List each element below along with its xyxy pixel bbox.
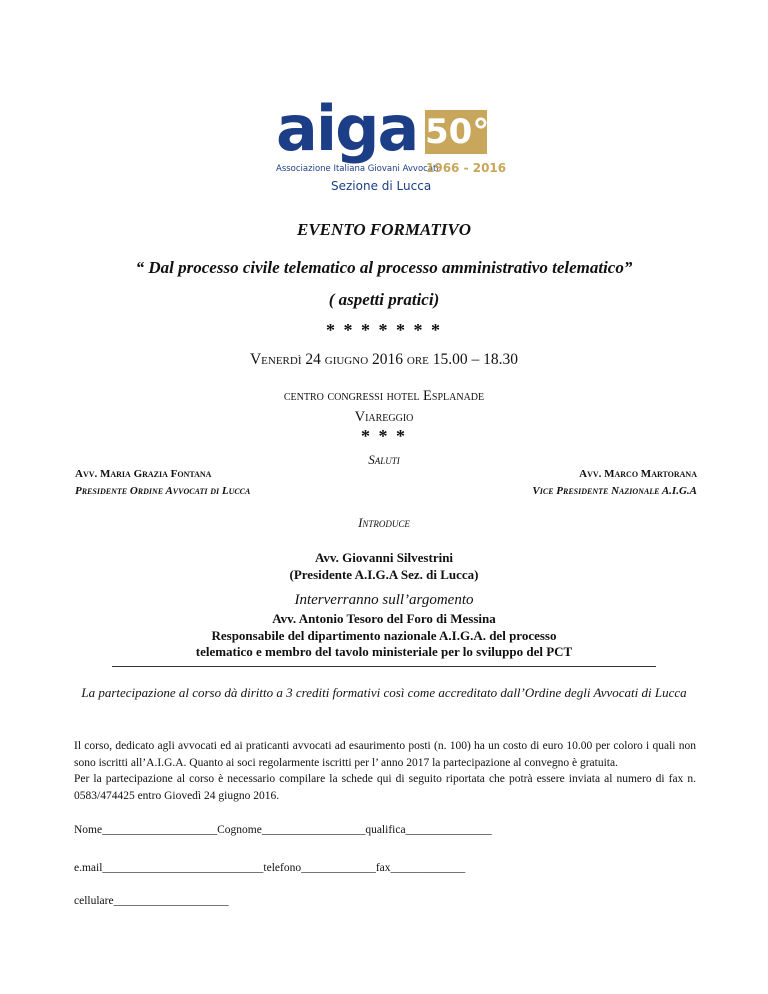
interventi-label: Interverranno sull’argomento — [294, 592, 474, 608]
separator-stars: * * * * * * * — [326, 320, 442, 340]
interventi-line-2: Responsabile del dipartimento nazionale A.I.G.A. del processo — [211, 627, 557, 643]
interventi-speaker — [0, 611, 768, 661]
introduce-label: Introduce — [358, 515, 410, 530]
body-paragraph-registration: Per la partecipazione al corso è necessario compilare la schede qui di seguito riportata che potrà essere inviata al numero di fax n. 0583/474425 entro Giovedì 24 giugno 2016. — [74, 773, 696, 802]
event-date: Venerdì 24 giugno 2016 ore 15.00 – 18.30 — [249, 351, 519, 368]
body-paragraph-cost: Il corso, dedicato agli avvocati ed ai praticanti avvocati ad esaurimento posti (n. 100) ha un costo di euro 10.00 per coloro i quali non sono iscritti all’A.I.G.A. Quanto ai soci regolarmente iscritti per l’ anno 2017 la partecipazione al convegno è gratuita. — [74, 740, 696, 769]
speaker-right-role: Vice Presidente Nazionale A.I.G.A — [532, 485, 697, 497]
logo-years: 1966 - 2016 — [426, 161, 507, 175]
form-row-contacts: e.mail____________________________telefono_____________fax_____________ — [74, 862, 466, 874]
speaker-right — [532, 466, 697, 500]
horizontal-divider — [112, 666, 656, 667]
introducer — [0, 549, 768, 583]
logo-wordmark: aiga — [276, 92, 418, 165]
speaker-left-name: Avv. Maria Grazia Fontana — [75, 468, 212, 480]
logo-anniversary-badge: 50° — [425, 112, 490, 152]
introducer-role: (Presidente A.I.G.A Sez. di Lucca) — [289, 567, 479, 582]
form-row-mobile: cellulare____________________ — [74, 895, 229, 907]
speaker-right-name: Avv. Marco Martorana — [579, 468, 697, 480]
logo-section: Sezione di Lucca — [331, 179, 432, 193]
event-title: EVENTO FORMATIVO — [297, 220, 471, 239]
aiga-logo — [276, 92, 507, 196]
speaker-left — [75, 466, 250, 500]
separator-stars-small: * * * — [361, 426, 407, 446]
event-subtitle: “ Dal processo civile telematico al processo amministrativo telematico” — [135, 258, 633, 277]
speaker-left-role: Presidente Ordine Avvocati di Lucca — [75, 485, 251, 497]
form-row-name: Nome____________________Cognome__________________qualifica_______________ — [74, 824, 492, 836]
body-text — [74, 738, 696, 804]
event-city: Viareggio — [354, 409, 414, 425]
event-venue: centro congressi hotel Esplanade — [283, 388, 485, 404]
interventi-line-1: Avv. Antonio Tesoro del Foro di Messina — [272, 611, 496, 626]
interventi-line-3: telematico e membro del tavolo ministeriale per lo sviluppo del PCT — [195, 644, 573, 659]
saluti-label: Saluti — [368, 452, 400, 467]
event-subtitle-note: ( aspetti pratici) — [328, 290, 440, 309]
introducer-name: Avv. Giovanni Silvestrini — [314, 550, 454, 565]
logo-association-name: Associazione Italiana Giovani Avvocati — [276, 164, 439, 174]
credits-note: La partecipazione al corso dà diritto a 3 crediti formativi così come accreditato dall’Ordine degli Avvocati di Lucca — [81, 685, 687, 700]
